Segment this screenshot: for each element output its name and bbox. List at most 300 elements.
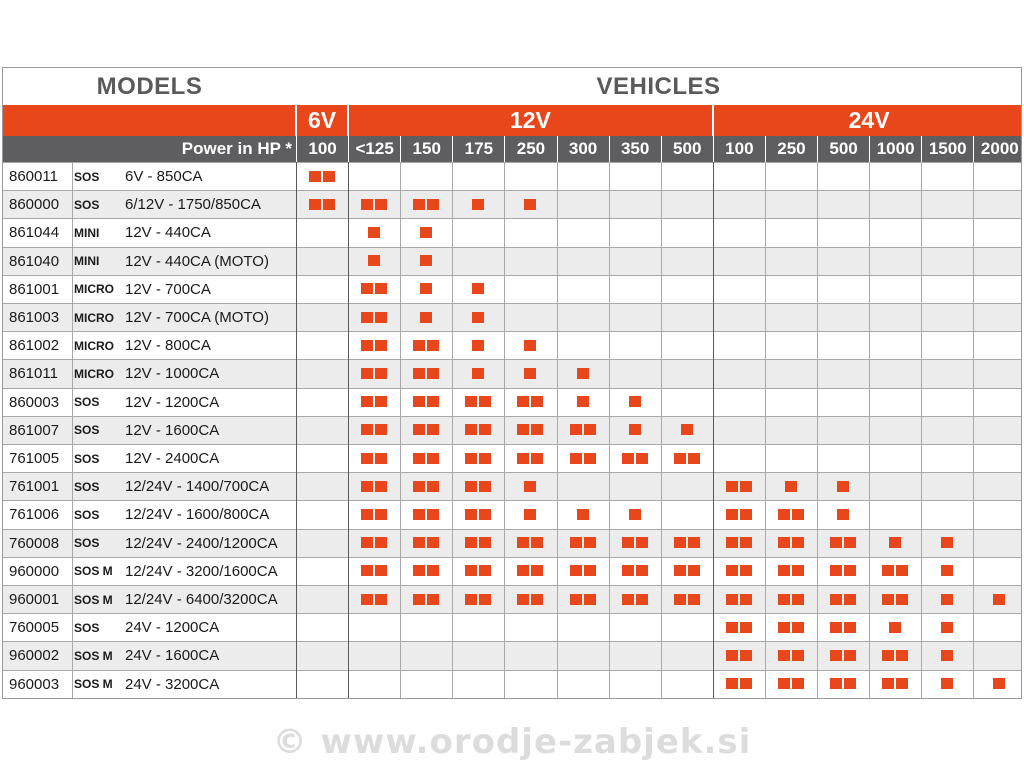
double-mark [830, 678, 856, 689]
mark-square [636, 594, 648, 605]
mark-square [524, 509, 536, 520]
single-mark [889, 622, 901, 633]
mark-square [785, 481, 797, 492]
model-type: SOS [74, 620, 100, 635]
single-mark [524, 509, 536, 520]
single-mark [629, 396, 641, 407]
mark-square [584, 453, 596, 464]
model-code: 861007 [9, 421, 60, 439]
power-column-header: 500 [817, 136, 869, 162]
mark-square [517, 594, 529, 605]
model-code: 960003 [9, 675, 60, 693]
mark-square [726, 622, 738, 633]
single-mark [472, 368, 484, 379]
double-mark [517, 424, 543, 435]
model-type: MICRO [74, 338, 114, 353]
double-mark [830, 594, 856, 605]
mark-square [844, 565, 856, 576]
mark-square [517, 453, 529, 464]
double-mark [465, 509, 491, 520]
single-mark [524, 368, 536, 379]
mark-square [792, 565, 804, 576]
double-mark [361, 453, 387, 464]
mark-square [778, 678, 790, 689]
model-code: 761001 [9, 478, 60, 496]
double-mark [882, 594, 908, 605]
double-mark [830, 537, 856, 548]
double-mark [778, 594, 804, 605]
model-code: 960001 [9, 591, 60, 608]
mark-square [622, 453, 634, 464]
double-mark [465, 481, 491, 492]
mark-square [740, 537, 752, 548]
double-mark [413, 424, 439, 435]
mark-square [674, 453, 686, 464]
mark-square [427, 396, 439, 407]
mark-square [427, 594, 439, 605]
mark-square [740, 650, 752, 661]
model-code: 861001 [9, 280, 60, 298]
mark-square [361, 340, 373, 351]
power-column-header: 500 [661, 136, 713, 162]
mark-square [622, 537, 634, 548]
power-column-header: <125 [348, 136, 400, 162]
power-column-header: 100 [296, 136, 348, 162]
double-mark [778, 678, 804, 689]
voltage-separator [295, 105, 297, 136]
mark-square [413, 537, 425, 548]
mark-square [688, 565, 700, 576]
mark-square [792, 650, 804, 661]
double-mark [361, 424, 387, 435]
power-column-header: 1500 [921, 136, 973, 162]
mark-square [740, 622, 752, 633]
mark-square [726, 594, 738, 605]
mark-square [361, 396, 373, 407]
double-mark [361, 509, 387, 520]
grid-line [817, 162, 818, 698]
model-code: 860000 [9, 196, 60, 214]
mark-square [361, 312, 373, 323]
model-type: SOS M [74, 648, 113, 663]
double-mark [570, 565, 596, 576]
mark-square [844, 622, 856, 633]
mark-square [688, 594, 700, 605]
double-mark [309, 171, 335, 182]
double-mark [413, 199, 439, 210]
mark-square [427, 340, 439, 351]
mark-square [361, 565, 373, 576]
mark-square [524, 340, 536, 351]
mark-square [622, 594, 634, 605]
model-code: 761005 [9, 450, 60, 467]
double-mark [517, 537, 543, 548]
grid-line [661, 162, 662, 698]
mark-square [584, 537, 596, 548]
model-type: SOS [74, 536, 100, 551]
mark-square [479, 537, 491, 548]
model-spec: 12/24V - 1600/800CA [125, 506, 270, 524]
mark-square [427, 453, 439, 464]
mark-square [375, 424, 387, 435]
mark-square [778, 565, 790, 576]
model-type: SOS M [74, 564, 113, 579]
mark-square [778, 594, 790, 605]
mark-square [726, 650, 738, 661]
model-spec: 12V - 440CA (MOTO) [125, 252, 269, 270]
double-mark [517, 565, 543, 576]
mark-square [427, 368, 439, 379]
model-code: 760005 [9, 619, 60, 637]
mark-square [413, 368, 425, 379]
mark-square [375, 283, 387, 294]
model-type: MICRO [74, 282, 114, 297]
mark-square [427, 424, 439, 435]
model-spec: 12V - 440CA [125, 224, 211, 242]
mark-square [830, 622, 842, 633]
mark-square [524, 199, 536, 210]
double-mark [361, 368, 387, 379]
single-mark [368, 227, 380, 238]
double-mark [726, 509, 752, 520]
mark-square [577, 509, 589, 520]
model-code: 861011 [9, 365, 58, 383]
double-mark [778, 622, 804, 633]
single-mark [785, 481, 797, 492]
mark-square [479, 509, 491, 520]
mark-square [941, 678, 953, 689]
power-column-header: 2000 [973, 136, 1024, 162]
mark-square [479, 396, 491, 407]
mark-square [531, 537, 543, 548]
mark-square [792, 509, 804, 520]
mark-square [309, 199, 321, 210]
model-code: 861044 [9, 224, 60, 242]
mark-square [524, 481, 536, 492]
mark-square [375, 312, 387, 323]
double-mark [361, 199, 387, 210]
mark-square [375, 396, 387, 407]
mark-square [465, 537, 477, 548]
voltage-separator [712, 105, 714, 136]
mark-square [636, 453, 648, 464]
watermark: © www.orodje-zabjek.si [272, 722, 752, 762]
model-spec: 12/24V - 3200/1600CA [125, 562, 278, 580]
mark-square [726, 537, 738, 548]
mark-square [882, 650, 894, 661]
mark-square [361, 509, 373, 520]
mark-square [830, 565, 842, 576]
mark-square [375, 537, 387, 548]
mark-square [361, 283, 373, 294]
mark-square [792, 622, 804, 633]
model-spec: 12V - 1200CA [125, 393, 220, 411]
mark-square [465, 424, 477, 435]
compatibility-chart [2, 67, 1022, 699]
mark-square [375, 368, 387, 379]
mark-square [375, 340, 387, 351]
single-mark [837, 509, 849, 520]
double-mark [413, 453, 439, 464]
single-mark [837, 481, 849, 492]
model-spec: 12V - 2400CA [125, 450, 220, 467]
grid-line [869, 162, 870, 698]
model-code: 761006 [9, 506, 60, 524]
mark-square [726, 481, 738, 492]
mark-square [472, 368, 484, 379]
model-spec: 24V - 3200CA [125, 675, 220, 693]
power-column-header: 150 [400, 136, 452, 162]
double-mark [726, 678, 752, 689]
double-mark [413, 509, 439, 520]
mark-square [740, 594, 752, 605]
mark-square [465, 481, 477, 492]
model-type: SOS [74, 451, 100, 466]
mark-square [889, 537, 901, 548]
mark-square [941, 650, 953, 661]
mark-square [427, 509, 439, 520]
model-type: SOS [74, 197, 100, 212]
vehicles-header: VEHICLES [596, 72, 721, 100]
mark-square [740, 481, 752, 492]
mark-square [479, 565, 491, 576]
double-mark [361, 283, 387, 294]
mark-square [837, 481, 849, 492]
mark-square [674, 565, 686, 576]
mark-square [531, 453, 543, 464]
mark-square [629, 424, 641, 435]
mark-square [420, 283, 432, 294]
mark-square [413, 453, 425, 464]
mark-square [941, 537, 953, 548]
mark-square [674, 537, 686, 548]
mark-square [361, 424, 373, 435]
model-type: MINI [74, 254, 100, 269]
voltage-label-24v: 24V [848, 107, 890, 133]
mark-square [531, 565, 543, 576]
double-mark [361, 594, 387, 605]
grid-line [296, 162, 297, 698]
grid-line [609, 162, 610, 698]
mark-square [629, 509, 641, 520]
double-mark [726, 622, 752, 633]
mark-square [472, 283, 484, 294]
mark-square [323, 171, 335, 182]
double-mark [778, 509, 804, 520]
grid-line [504, 162, 505, 698]
mark-square [584, 424, 596, 435]
grid-line [713, 162, 714, 698]
double-mark [570, 594, 596, 605]
mark-square [792, 594, 804, 605]
mark-square [420, 227, 432, 238]
double-mark [517, 594, 543, 605]
double-mark [778, 565, 804, 576]
mark-square [570, 565, 582, 576]
double-mark [726, 481, 752, 492]
single-mark [472, 283, 484, 294]
mark-square [427, 199, 439, 210]
double-mark [778, 537, 804, 548]
mark-square [844, 678, 856, 689]
model-spec: 12/24V - 1400/700CA [125, 478, 270, 496]
double-mark [882, 565, 908, 576]
double-mark [361, 565, 387, 576]
grid-line [557, 162, 558, 698]
mark-square [524, 368, 536, 379]
double-mark [465, 424, 491, 435]
single-mark [629, 424, 641, 435]
double-mark [361, 340, 387, 351]
model-spec: 12V - 1000CA [125, 365, 220, 383]
model-type: MICRO [74, 310, 114, 325]
models-header: MODELS [96, 72, 203, 100]
double-mark [570, 537, 596, 548]
double-mark [674, 453, 700, 464]
double-mark [830, 622, 856, 633]
mark-square [830, 678, 842, 689]
double-mark [622, 565, 648, 576]
single-mark [524, 199, 536, 210]
mark-square [472, 340, 484, 351]
mark-square [479, 424, 491, 435]
mark-square [309, 171, 321, 182]
grid-line [400, 162, 401, 698]
mark-square [889, 622, 901, 633]
double-mark [674, 537, 700, 548]
double-mark [413, 396, 439, 407]
single-mark [472, 312, 484, 323]
model-spec: 6/12V - 1750/850CA [125, 196, 261, 214]
mark-square [636, 537, 648, 548]
voltage-separator [347, 105, 349, 136]
mark-square [778, 509, 790, 520]
mark-square [792, 678, 804, 689]
mark-square [375, 565, 387, 576]
mark-square [368, 227, 380, 238]
mark-square [413, 594, 425, 605]
double-mark [570, 424, 596, 435]
grid-line [452, 162, 453, 698]
double-mark [465, 453, 491, 464]
mark-square [465, 594, 477, 605]
single-mark [889, 537, 901, 548]
double-mark [778, 650, 804, 661]
mark-square [882, 565, 894, 576]
mark-square [531, 396, 543, 407]
mark-square [570, 594, 582, 605]
mark-square [479, 453, 491, 464]
mark-square [479, 481, 491, 492]
mark-square [577, 368, 589, 379]
mark-square [427, 481, 439, 492]
single-mark [472, 199, 484, 210]
double-mark [465, 594, 491, 605]
mark-square [465, 453, 477, 464]
double-mark [726, 650, 752, 661]
model-code: 861040 [9, 252, 60, 270]
mark-square [472, 312, 484, 323]
mark-square [361, 537, 373, 548]
double-mark [309, 199, 335, 210]
model-type: SOS [74, 479, 100, 494]
double-mark [726, 537, 752, 548]
mark-square [830, 650, 842, 661]
double-mark [830, 650, 856, 661]
double-mark [465, 396, 491, 407]
mark-square [584, 594, 596, 605]
model-code: 960002 [9, 647, 60, 665]
mark-square [688, 453, 700, 464]
single-mark [577, 368, 589, 379]
double-mark [674, 565, 700, 576]
mark-square [896, 650, 908, 661]
grid-line [973, 162, 974, 698]
mark-square [517, 396, 529, 407]
double-mark [570, 453, 596, 464]
model-spec: 24V - 1200CA [125, 619, 220, 637]
grid-line [72, 162, 73, 698]
mark-square [941, 622, 953, 633]
single-mark [420, 255, 432, 266]
single-mark [524, 340, 536, 351]
mark-square [636, 565, 648, 576]
mark-square [882, 594, 894, 605]
mark-square [622, 565, 634, 576]
mark-square [844, 537, 856, 548]
mark-square [941, 565, 953, 576]
single-mark [941, 622, 953, 633]
grid-line [348, 162, 349, 698]
mark-square [629, 396, 641, 407]
power-label: Power in HP * [181, 139, 292, 158]
model-spec: 12V - 700CA (MOTO) [125, 309, 269, 326]
double-mark [882, 678, 908, 689]
mark-square [465, 396, 477, 407]
single-mark [681, 424, 693, 435]
double-mark [361, 537, 387, 548]
mark-square [740, 678, 752, 689]
model-spec: 12/24V - 6400/3200CA [125, 591, 278, 608]
power-column-header: 250 [504, 136, 556, 162]
mark-square [420, 312, 432, 323]
mark-square [896, 565, 908, 576]
mark-square [993, 678, 1005, 689]
single-mark [993, 678, 1005, 689]
double-mark [413, 537, 439, 548]
model-spec: 12V - 1600CA [125, 421, 220, 439]
mark-square [375, 199, 387, 210]
mark-square [413, 424, 425, 435]
model-type: SOS [74, 423, 100, 438]
mark-square [413, 481, 425, 492]
mark-square [688, 537, 700, 548]
grid-line [765, 162, 766, 698]
double-mark [726, 565, 752, 576]
double-mark [674, 594, 700, 605]
mark-square [792, 537, 804, 548]
power-column-header: 300 [557, 136, 609, 162]
double-mark [413, 340, 439, 351]
model-spec: 12V - 800CA [125, 337, 211, 355]
mark-square [413, 509, 425, 520]
model-type: SOS M [74, 592, 113, 607]
mark-square [726, 509, 738, 520]
mark-square [479, 594, 491, 605]
double-mark [882, 650, 908, 661]
double-mark [465, 565, 491, 576]
single-mark [993, 594, 1005, 605]
